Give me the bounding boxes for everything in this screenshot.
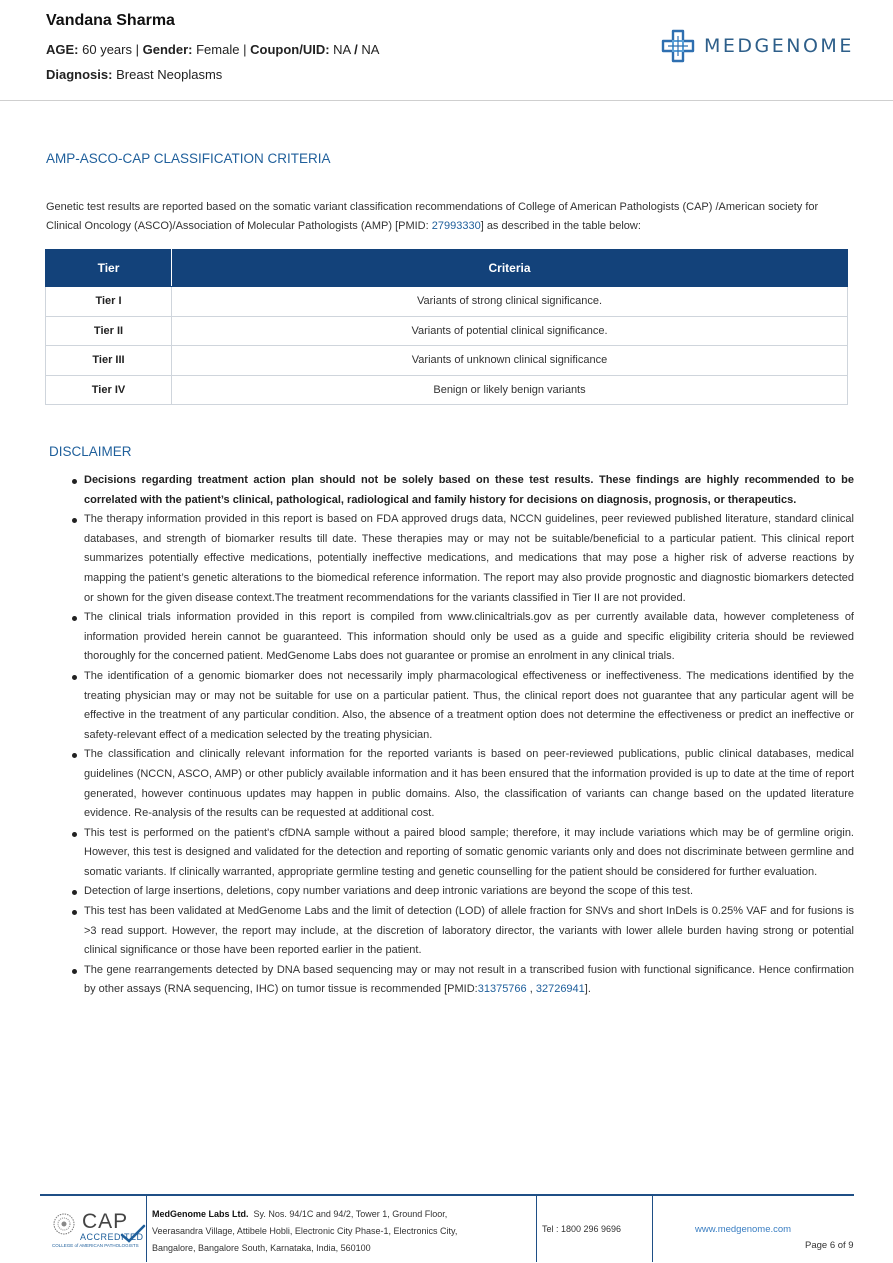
cap-text: CAP [82,1210,129,1233]
report-header [0,0,893,101]
cap-subtitle: COLLEGE of AMERICAN PATHOLOGISTS [52,1243,139,1248]
separator: | [135,42,140,57]
uid-value: NA [361,42,380,57]
telephone: Tel : 1800 296 9696 [542,1224,622,1234]
column-header-tier: Tier [46,250,172,287]
pmid-link[interactable]: 27993330 [431,220,481,232]
company-address [152,1206,532,1257]
table-row [46,346,848,376]
disclaimer-list [72,471,854,1000]
address-line-3: Bangalore, Bangalore South, Karnataka, India, 560100 [152,1243,371,1253]
list-item: Detection of large insertions, deletions, copy number variations and deep intronic variations are beyond the scope of this test. [72,882,854,902]
list-item: The therapy information provided in this report is based on FDA approved drugs data, NCCN guidelines, peer reviewed published literature, standard clinical databases, and strength of biomarker results till date. These therapies may or may not be suitable/beneficial to a particular patient. This clinical report summarizes potentially effective medications, potentially ineffective medications, and medications that may pose a higher risk of adverse reactions by mapping the patient’s genetic alterations to the biomedical reference information. The report may also provide prognostic and diagnostic biomarkers detected or shown for the given disease context.The treatment recommendations for the variants classified in Tier II are not provided. [72,510,854,608]
page-number: Page 6 of 9 [805,1240,854,1251]
company-name: MedGenome Labs Ltd. [152,1209,249,1219]
pmid-link[interactable]: 31375766 [477,983,527,996]
column-header-criteria: Criteria [172,250,848,287]
gender-value: Female [196,42,240,57]
diagnosis-value: Breast Neoplasms [116,67,223,82]
gender-label: Gender: [142,42,193,57]
page-footer [40,1194,854,1260]
separator: | [243,42,247,57]
footer-divider [146,1196,147,1262]
classification-title: AMP-ASCO-CAP CLASSIFICATION CRITERIA [46,151,331,166]
cap-accredited-logo [52,1210,147,1248]
diagnosis-line [46,67,222,82]
disclaimer-title: DISCLAIMER [49,444,132,459]
intro-end: ] as described in the table below: [480,220,641,232]
tier-table [45,249,848,405]
medgenome-logo [660,28,854,64]
cap-seal-icon [52,1212,76,1236]
patient-name: Vandana Sharma [46,12,175,29]
last-item-text: The gene rearrangements detected by DNA based sequencing may or may not result in a transcribed fusion with functional significance. Hence confirmation by other assays (RNA sequencing, IHC) on tumor tissue is recommended [PMID: [84,963,854,996]
coupon-value: NA [333,42,351,57]
diagnosis-label: Diagnosis: [46,67,113,82]
table-row [46,316,848,346]
footer-divider [652,1196,653,1262]
tier-cell: Tier II [46,316,172,346]
checkmark-icon [120,1224,146,1244]
list-item: This test is performed on the patient's cfDNA sample without a paired blood sample; therefore, it may include variations which may be of germline origin. However, this test is designed and validated for the detection and reporting of somatic genomic variants only and does not discriminate between germline and somatic variants. If clinically warranted, appropriate germline testing and genetic counselling for the patient should be considered for further evaluation. [72,824,854,883]
slash: / [354,42,358,57]
list-item: The classification and clinically relevant information for the reported variants is based on peer-reviewed publications, public clinical databases, medical guidelines (NCCN, ASCO, AMP) or other publicly available information and it has been ensured that the information provided is up to date at the time of report generated, however continuous updates may happen in public domains. Also, the classification of variants can change based on the updated literature evidence. Re-analysis of the results can be requested at additional cost. [72,745,854,823]
footer-divider [536,1196,537,1262]
list-item [72,961,854,1000]
age-label: AGE: [46,42,79,57]
criteria-cell: Variants of potential clinical significance. [172,316,848,346]
criteria-cell: Variants of strong clinical significance. [172,287,848,317]
list-item: The clinical trials information provided in this report is compiled from www.clinicaltrials.gov as per currently available data, however completeness of information provided herein cannot be guaranteed. This information should only be used as a guide and specific eligibility criteria should be reviewed thoroughly for the concerned patient. MedGenome Labs does not guarantee or promise an enrolment in any clinical trials. [72,608,854,667]
table-row [46,375,848,405]
logo-text: MEDGENOME [704,35,854,57]
tier-cell: Tier III [46,346,172,376]
last-item-end: ]. [584,983,591,996]
medgenome-cross-logo-icon [660,28,696,64]
criteria-cell: Variants of unknown clinical significance [172,346,848,376]
address-line-2: Veerasandra Village, Attibele Hobli, Electronic City Phase-1, Electronics City, [152,1226,458,1236]
website-link[interactable]: www.medgenome.com [695,1224,792,1235]
tier-cell: Tier I [46,287,172,317]
address-line-1: Sy. Nos. 94/1C and 94/2, Tower 1, Ground Floor, [253,1209,448,1219]
criteria-cell: Benign or likely benign variants [172,375,848,405]
pmid-link[interactable]: 32726941 [535,983,585,996]
tier-cell: Tier IV [46,375,172,405]
table-row [46,287,848,317]
classification-intro [46,198,856,236]
table-header-row [46,250,848,287]
cap-accredited-text: ACCREDITED [80,1232,144,1242]
patient-demographics [46,42,379,57]
age-value: 60 years [82,42,132,57]
coupon-label: Coupon/UID: [250,42,330,57]
list-item: This test has been validated at MedGenome Labs and the limit of detection (LOD) of allele fraction for SNVs and short InDels is 0.25% VAF and for fusions is >3 read support. However, the report may include, at the discretion of laboratory director, the variants with lower allele burden having strong or potential clinical significance or those have been reported earlier in the patient. [72,902,854,961]
list-item: The identification of a genomic biomarker does not necessarily imply pharmacological effectiveness or ineffectiveness. The medications identified by the treating physician may or may not be suitable for use on a particular patient. Thus, the clinical report does not guarantee that any particular agent will be effective in the treatment of any particular condition. Also, the absence of a treatment option does not determine the effectiveness or predict an ineffective or safety-relevant effect of a medication selected by the treating physician. [72,667,854,745]
pmid-separator: , [526,983,536,996]
intro-text: Genetic test results are reported based on the somatic variant classification recommendations of College of American Pathologists (CAP) /American society for Clinical Oncology (ASCO)/Association of Molecular Pathologists (AMP) [PMID: [46,201,819,232]
list-item: Decisions regarding treatment action plan should not be solely based on these test results. These findings are highly recommended to be correlated with the patient’s clinical, pathological, radiological and family history for decisions on diagnosis, prognosis, or therapeutics. [72,471,854,510]
